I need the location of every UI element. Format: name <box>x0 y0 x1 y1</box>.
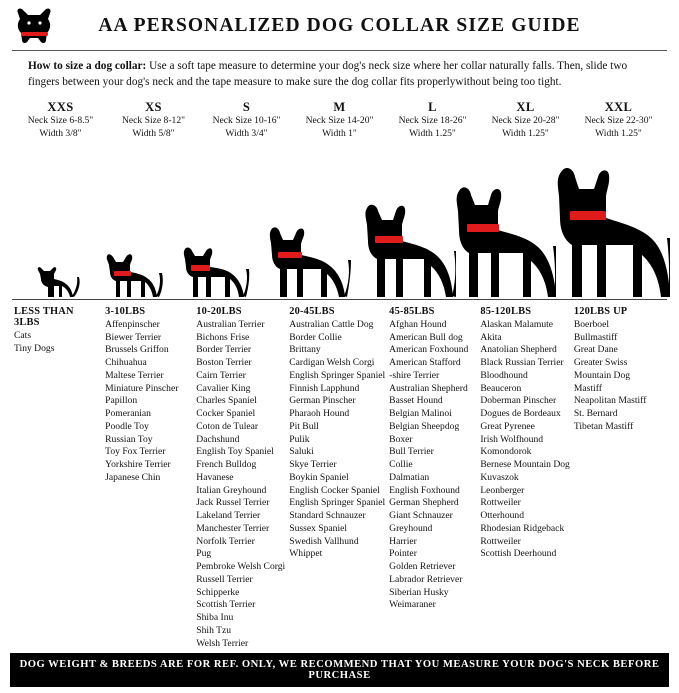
breed-item: Great Pyrenee <box>480 420 535 432</box>
breed-item: Belgian Malinoi <box>389 408 452 420</box>
weight-heading: 20-45LBS <box>289 305 335 317</box>
breed-item: Standard Schnauzer <box>289 510 366 522</box>
size-neck: Neck Size 22-30" <box>584 115 653 127</box>
breed-item: Welsh Terrier <box>196 637 249 649</box>
breed-item: Cairn Terrier <box>196 369 246 381</box>
breed-item: Bloodhound <box>480 369 528 381</box>
breed-item: Mastiff <box>573 382 602 394</box>
breed-item: Boston Terrier <box>196 357 252 369</box>
breed-column-85-120lbs <box>480 306 574 651</box>
breed-item: Shih Tzu <box>196 624 232 636</box>
breed-item: Brittany <box>289 344 321 356</box>
breed-item: Cavalier King <box>196 382 251 394</box>
size-column-s <box>200 100 293 141</box>
breed-item: English Toy Spaniel <box>196 446 274 458</box>
breed-item: Rottweiler <box>480 535 521 547</box>
breed-item: Boerboel <box>573 318 610 330</box>
breed-item: Chihuahua <box>105 357 147 369</box>
breed-item: Miniature Pinscher <box>105 382 179 394</box>
size-name: XS <box>145 100 162 115</box>
breed-item: Afghan Hound <box>389 318 447 330</box>
breed-item: Rottweiler <box>480 497 521 509</box>
breed-column-45-85lbs <box>389 306 480 651</box>
breed-item: Yorkshire Terrier <box>105 459 171 471</box>
size-width: Width 1.25" <box>595 128 642 139</box>
size-name: XL <box>516 100 535 115</box>
footer-banner: DOG WEIGHT & BREEDS ARE FOR REF. ONLY, WE RECOMMEND THAT YOU MEASURE YOUR DOG'S NECK BEFORE PURCHASE <box>10 653 669 687</box>
size-column-xl <box>479 100 572 141</box>
breed-item: Giant Schnauzer <box>389 510 453 522</box>
size-neck: Neck Size 18-26" <box>398 115 467 127</box>
weight-heading: 10-20LBS <box>196 305 242 317</box>
weight-heading: 85-120LBS <box>480 305 532 317</box>
dog-head-logo-icon <box>10 7 62 45</box>
size-column-xxl <box>572 100 665 141</box>
breed-item: Scottish Deerhound <box>480 548 557 560</box>
breed-item: Tiny Dogs <box>14 342 55 354</box>
breed-item: Maltese Terrier <box>105 369 164 381</box>
dog-silhouette-l <box>360 191 456 299</box>
breed-item: Swedish Vallhund <box>289 535 359 547</box>
breed-item: Shiba Inu <box>196 612 234 624</box>
breed-item: Neapolitan Mastiff <box>573 395 647 407</box>
size-column-l <box>386 100 479 141</box>
size-name: L <box>428 100 437 115</box>
size-width: Width 3/8" <box>39 128 82 139</box>
breed-column-10-20lbs <box>196 306 289 651</box>
breed-item: Pit Bull <box>289 420 319 432</box>
size-name: M <box>333 100 346 115</box>
breed-item: Manchester Terrier <box>196 522 270 534</box>
dog-silhouette-xxl <box>550 149 670 299</box>
howto-paragraph <box>28 58 651 90</box>
breed-item: Affenpinscher <box>105 318 160 330</box>
breed-item: English Springer Spaniel <box>289 497 386 509</box>
breed-item: Black Russian Terrier <box>480 357 564 369</box>
breed-item: Schipperke <box>196 586 240 598</box>
breed-item: Bullmastiff <box>573 331 618 343</box>
breed-item: Bull Terrier <box>389 446 434 458</box>
breed-item: Dogues de Bordeaux <box>480 408 561 420</box>
breed-item: Papillon <box>105 395 138 407</box>
breed-item: Rhodesian Ridgeback <box>480 522 565 534</box>
breed-item: American Bull dog <box>389 331 463 343</box>
header <box>10 0 669 46</box>
size-column-m <box>293 100 386 141</box>
breed-item: Pug <box>196 548 212 560</box>
dog-silhouette-xs <box>102 247 164 299</box>
breed-item: Doberman Pinscher <box>480 395 557 407</box>
dog-silhouette-m <box>265 217 351 299</box>
breed-item: Leonberger <box>480 484 525 496</box>
breed-item: Australian Shepherd <box>389 382 468 394</box>
breed-item: Japanese Chin <box>105 471 161 483</box>
breed-item: Irish Wolfhound <box>480 433 544 445</box>
breed-item: Poodle Toy <box>105 420 149 432</box>
howto-text: Use a soft tape measure to determine your dog's neck size where her collar naturally falls. Then, slide two fingers between your dog's neck and the tape measure to make sure the dog collar fits properlywithout being too tight. <box>28 60 628 89</box>
breed-item: Saluki <box>289 446 314 458</box>
breed-item: Skye Terrier <box>289 459 337 471</box>
size-name: S <box>242 100 251 115</box>
breed-item: Brussels Griffon <box>105 344 169 356</box>
breed-item: Beauceron <box>480 382 522 394</box>
header-divider <box>12 50 667 51</box>
breed-item: Anatolian Shepherd <box>480 344 557 356</box>
size-width: Width 1" <box>322 128 357 139</box>
breed-item: English Foxhound <box>389 484 460 496</box>
size-neck: Neck Size 6-8.5" <box>27 115 94 127</box>
size-width: Width 1.25" <box>502 128 549 139</box>
breed-item: American Foxhound <box>389 344 469 356</box>
breed-item: Tibetan Mastiff <box>573 420 634 432</box>
breed-item: Sussex Spaniel <box>289 522 348 534</box>
breed-column-120lbs-up <box>574 306 665 651</box>
breed-item: Cocker Spaniel <box>196 408 256 420</box>
size-neck: Neck Size 10-16" <box>212 115 281 127</box>
breed-item: Norfolk Terrier <box>196 535 255 547</box>
breed-item: French Bulldog <box>196 459 257 471</box>
breed-item: Bernese Mountain Dog <box>480 459 570 471</box>
breed-item: Italian Greyhound <box>196 484 267 496</box>
breed-item: Pembroke Welsh Corgi <box>196 561 286 573</box>
breed-item: Pulik <box>289 433 310 445</box>
breed-item: Pharaoh Hound <box>289 408 350 420</box>
breed-item: Kuvaszok <box>480 471 519 483</box>
breed-item: Havanese <box>196 471 234 483</box>
breed-item: Boxer <box>389 433 413 445</box>
breed-item: St. Bernard <box>573 408 618 420</box>
weight-heading: 3-10LBS <box>105 305 146 317</box>
size-neck: Neck Size 8-12" <box>121 115 186 127</box>
size-columns <box>10 100 669 141</box>
dog-silhouette-s <box>180 237 250 299</box>
breed-item: Pomeranian <box>105 408 151 420</box>
breed-item: German Pinscher <box>289 395 356 407</box>
breed-item: Otterhound <box>480 510 525 522</box>
size-width: Width 3/4" <box>225 128 268 139</box>
breed-item: English Cocker Spaniel <box>289 484 380 496</box>
breed-item: Harrier <box>389 535 417 547</box>
breed-item: Australian Cattle Dog <box>289 318 374 330</box>
breed-item: Russell Terrier <box>196 573 253 585</box>
size-name: XXL <box>604 100 633 115</box>
breed-item: Coton de Tulear <box>196 420 259 432</box>
breed-item: Biewer Terrier <box>105 331 162 343</box>
breed-item: Finnish Lapphund <box>289 382 360 394</box>
size-neck: Neck Size 20-28" <box>491 115 560 127</box>
breed-item: Collie <box>389 459 413 471</box>
breed-item: Basset Hound <box>389 395 443 407</box>
dog-silhouette-xl <box>450 171 556 299</box>
page-title: AA PERSONALIZED DOG COLLAR SIZE GUIDE <box>98 15 581 36</box>
breed-item: Weimaraner <box>389 599 436 611</box>
breed-item: Charles Spaniel <box>196 395 257 407</box>
breed-item: Australian Terrier <box>196 318 265 330</box>
size-width: Width 5/8" <box>132 128 175 139</box>
breed-item: Akita <box>480 331 502 343</box>
breed-item: Dalmatian <box>389 471 430 483</box>
breed-item: Greyhound <box>389 522 433 534</box>
breed-item: Pointer <box>389 548 417 560</box>
breed-item: Siberian Husky <box>389 586 449 598</box>
breed-item: Golden Retriever <box>389 561 456 573</box>
breed-item: Cardigan Welsh Corgi <box>289 357 375 369</box>
weight-heading: LESS THAN 3LBS <box>14 305 74 328</box>
size-width: Width 1.25" <box>409 128 456 139</box>
baseline-divider <box>12 299 667 300</box>
breed-item: Dachshund <box>196 433 240 445</box>
breed-item: Toy Fox Terrier <box>105 446 166 458</box>
breed-item: Russian Toy <box>105 433 153 445</box>
breed-item: Boykin Spaniel <box>289 471 349 483</box>
breed-item: American Stafford <box>389 357 461 369</box>
breed-item: Lakeland Terrier <box>196 510 261 522</box>
breed-item: Labrador Retriever <box>389 573 463 585</box>
breed-item: Border Collie <box>289 331 342 343</box>
breed-lists <box>10 306 669 651</box>
breed-item: Scottish Terrier <box>196 599 256 611</box>
size-column-xxs <box>14 100 107 141</box>
breed-item: Alaskan Malamute <box>480 318 554 330</box>
breed-column-less-than-3lbs <box>14 306 105 651</box>
breed-column-3-10lbs <box>105 306 196 651</box>
weight-heading: 45-85LBS <box>389 305 435 317</box>
breed-column-20-45lbs <box>289 306 389 651</box>
dog-silhouette-xxs <box>32 257 84 299</box>
breed-item: Border Terrier <box>196 344 252 356</box>
breed-item: Great Dane <box>573 344 618 356</box>
breed-item: German Shepherd <box>389 497 459 509</box>
weight-heading: 120LBS UP <box>573 305 628 317</box>
breed-item: -shire Terrier <box>389 369 440 381</box>
size-name: XXS <box>47 100 74 115</box>
size-neck: Neck Size 14-20" <box>305 115 374 127</box>
howto-label: How to size a dog collar: <box>28 60 147 72</box>
breed-item: Whippet <box>289 548 323 560</box>
size-column-xs <box>107 100 200 141</box>
breed-item: Cats <box>14 329 32 341</box>
breed-item: Komondorok <box>480 446 532 458</box>
dog-silhouettes <box>10 145 669 300</box>
breed-item: Bichons Frise <box>196 331 250 343</box>
breed-item: English Springer Spaniel <box>289 369 386 381</box>
breed-item: Mountain Dog <box>573 369 631 381</box>
breed-item: Jack Russel Terrier <box>196 497 270 509</box>
breed-item: Belgian Sheepdog <box>389 420 460 432</box>
breed-item: Greater Swiss <box>573 357 628 369</box>
